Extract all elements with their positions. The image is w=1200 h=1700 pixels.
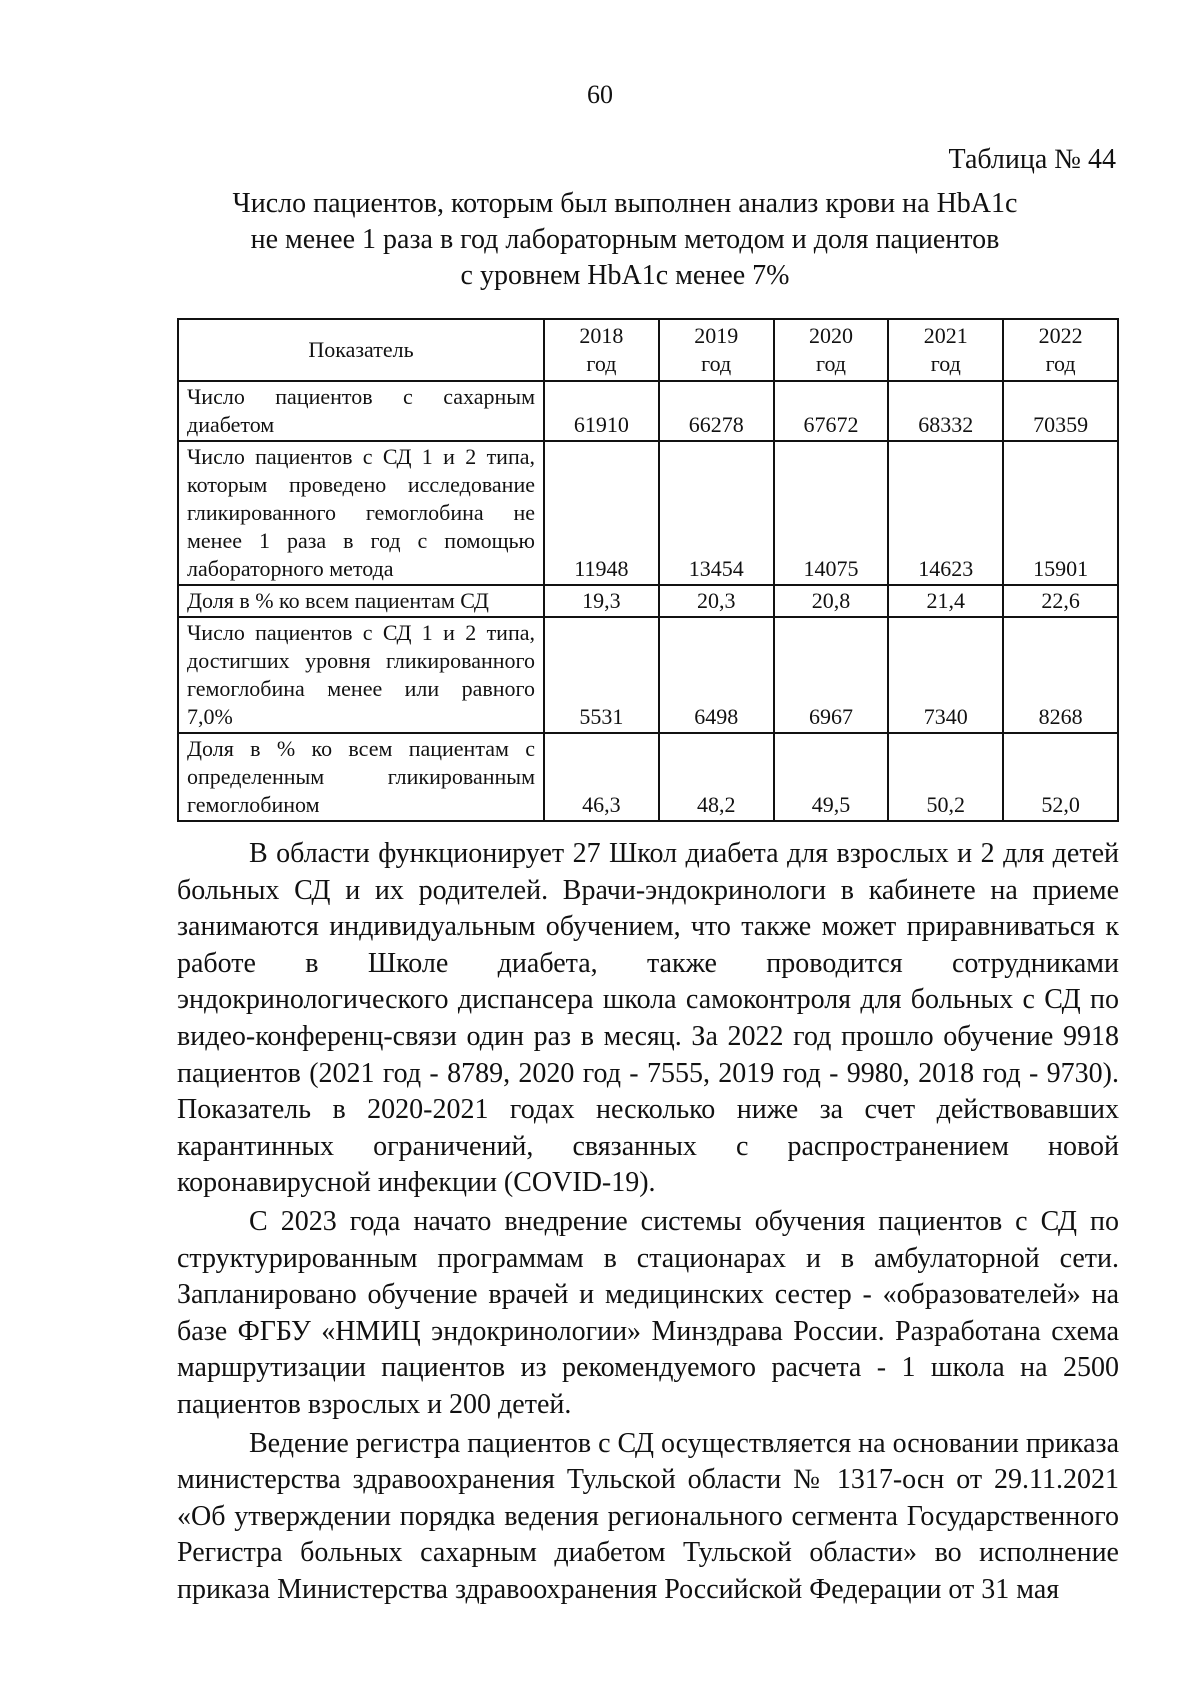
table-title bbox=[170, 186, 1080, 294]
table-cell: 66278 bbox=[659, 381, 774, 441]
table-cell: 7340 bbox=[888, 617, 1003, 733]
table-cell: 6498 bbox=[659, 617, 774, 733]
table-row bbox=[178, 617, 1118, 733]
hba1c-table bbox=[177, 318, 1119, 822]
paragraph: В области функционирует 27 Школ диабета для взрослых и 2 для детей больных СД и их родителей. Врачи-эндокринологи в кабинете на приеме занимаются индивидуальным обучением, что также может приравниваться к работе в Школе диабета, также проводится сотрудниками эндокринологического диспансера школа самоконтроля для больных с СД по видео-конференц-связи один раз в месяц. За 2022 год прошло обучение 9918 пациентов (2021 год - 8789, 2020 год - 7555, 2019 год - 9980, 2018 год - 9730). Показатель в 2020-2021 годах несколько ниже за счет действовавших карантинных ограничений, связанных с распространением новой коронавирусной инфекции (COVID-19). bbox=[177, 838, 1119, 1199]
table-row bbox=[178, 441, 1118, 585]
table-label: Таблица № 44 bbox=[948, 144, 1116, 175]
year-header: 2020 год bbox=[774, 319, 889, 381]
paragraph: Ведение регистра пациентов с СД осуществляется на основании приказа министерства здравоохранения Тульской области № 1317-осн от 29.11.2021 «Об утверждении порядка ведения регионального сегмента Государственного Регистра больных сахарным диабетом Тульской области» во исполнение приказа Министерства здравоохранения Российской Федерации от 31 мая bbox=[177, 1427, 1119, 1605]
year-header: 2019 год bbox=[659, 319, 774, 381]
table-cell: 61910 bbox=[544, 381, 659, 441]
table-cell: 22,6 bbox=[1003, 585, 1118, 617]
year-header: 2022 год bbox=[1003, 319, 1118, 381]
table-row bbox=[178, 585, 1118, 617]
table-title-line: Число пациентов, которым был выполнен анализ крови на HbA1c bbox=[232, 188, 1018, 219]
table-title-line: с уровнем HbA1c менее 7% bbox=[460, 260, 790, 291]
table-cell: 50,2 bbox=[888, 733, 1003, 821]
body-text bbox=[177, 836, 1119, 1608]
table-cell: 14623 bbox=[888, 441, 1003, 585]
table-cell: 8268 bbox=[1003, 617, 1118, 733]
table-title-line: не менее 1 раза в год лабораторным методом и доля пациентов bbox=[250, 224, 1000, 255]
table-cell: 49,5 bbox=[774, 733, 889, 821]
table-cell: 48,2 bbox=[659, 733, 774, 821]
table-cell: 68332 bbox=[888, 381, 1003, 441]
row-label: Доля в % ко всем пациентам СД bbox=[178, 585, 544, 617]
table-cell: 21,4 bbox=[888, 585, 1003, 617]
table-header-row bbox=[178, 319, 1118, 381]
indicator-header: Показатель bbox=[178, 319, 544, 381]
table-cell: 6967 bbox=[774, 617, 889, 733]
year-header: 2018 год bbox=[544, 319, 659, 381]
row-label: Число пациентов с СД 1 и 2 типа, достигших уровня гликированного гемоглобина менее или равного 7,0% bbox=[178, 617, 544, 733]
table-cell: 5531 bbox=[544, 617, 659, 733]
row-label: Доля в % ко всем пациентам с определенным гликированным гемоглобином bbox=[178, 733, 544, 821]
table-cell: 14075 bbox=[774, 441, 889, 585]
row-label: Число пациентов с СД 1 и 2 типа, которым проведено исследование гликированного гемоглобина не менее 1 раза в год с помощью лабораторного метода bbox=[178, 441, 544, 585]
table-cell: 13454 bbox=[659, 441, 774, 585]
table-row bbox=[178, 381, 1118, 441]
table-cell: 46,3 bbox=[544, 733, 659, 821]
table-cell: 15901 bbox=[1003, 441, 1118, 585]
table-cell: 20,8 bbox=[774, 585, 889, 617]
table-cell: 20,3 bbox=[659, 585, 774, 617]
paragraph: С 2023 года начато внедрение системы обучения пациентов с СД по структурированным программам в стационарах и в амбулаторной сети. Запланировано обучение врачей и медицинских сестер - «образователей» на базе ФГБУ «НМИЦ эндокринологии» Минздрава России. Разработана схема маршрутизации пациентов из рекомендуемого расчета - 1 школа на 2500 пациентов взрослых и 200 детей. bbox=[177, 1205, 1119, 1420]
row-label: Число пациентов с сахарным диабетом bbox=[178, 381, 544, 441]
table-cell: 19,3 bbox=[544, 585, 659, 617]
year-header: 2021 год bbox=[888, 319, 1003, 381]
page-number: 60 bbox=[587, 80, 613, 109]
table-cell: 70359 bbox=[1003, 381, 1118, 441]
table-cell: 67672 bbox=[774, 381, 889, 441]
table-cell: 11948 bbox=[544, 441, 659, 585]
table-cell: 52,0 bbox=[1003, 733, 1118, 821]
table-row bbox=[178, 733, 1118, 821]
